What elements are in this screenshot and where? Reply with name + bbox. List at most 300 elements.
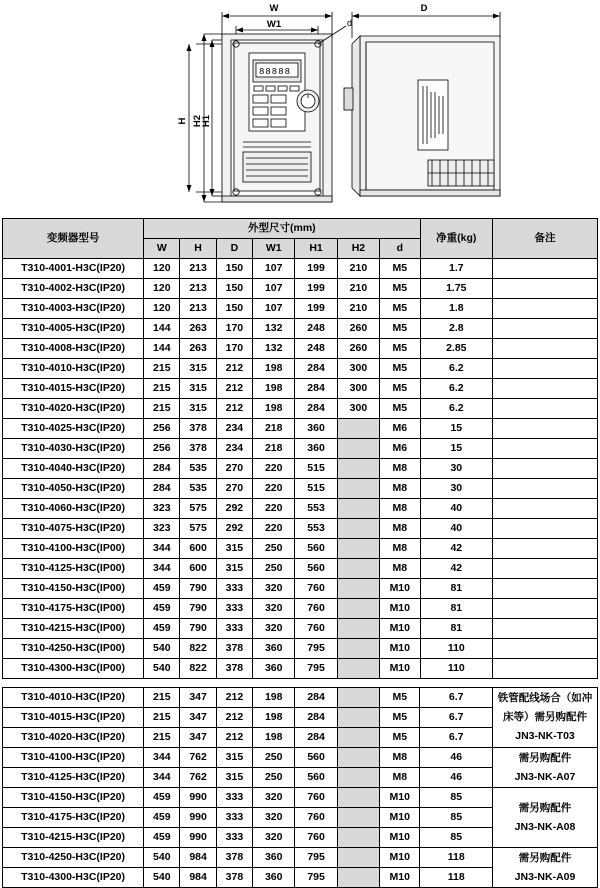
cell-h2 (337, 539, 379, 559)
cell-weight: 6.7 (420, 728, 493, 748)
cell-h: 378 (180, 439, 216, 459)
cell-h: 762 (180, 748, 216, 768)
cell-weight: 15 (420, 419, 493, 439)
cell-d: 212 (216, 728, 252, 748)
cell-screw: M8 (380, 768, 420, 788)
cell-model: T310-4175-H3C(IP20) (3, 808, 144, 828)
table-row (3, 299, 598, 319)
cell-h2 (337, 828, 379, 848)
cell-w1: 250 (253, 768, 295, 788)
cell-w: 540 (144, 868, 180, 888)
cell-w: 344 (144, 559, 180, 579)
cell-w1: 132 (253, 319, 295, 339)
table-row (3, 748, 598, 768)
cell-w1: 198 (253, 688, 295, 708)
cell-model: T310-4250-H3C(IP20) (3, 848, 144, 868)
dimension-diagram (0, 0, 600, 218)
cell-h: 535 (180, 479, 216, 499)
table-row (3, 659, 598, 679)
cell-remark-group: 需另购配件 JN3-NK-A08 (493, 788, 598, 848)
cell-w: 459 (144, 599, 180, 619)
cell-w: 256 (144, 419, 180, 439)
cell-model: T310-4100-H3C(IP20) (3, 748, 144, 768)
cell-w: 459 (144, 579, 180, 599)
cell-h1: 284 (295, 379, 337, 399)
cell-d: 170 (216, 319, 252, 339)
cell-h2 (337, 499, 379, 519)
cell-remark (493, 359, 598, 379)
cell-weight: 81 (420, 579, 493, 599)
cell-w1: 218 (253, 419, 295, 439)
cell-h: 822 (180, 659, 216, 679)
cell-screw: M10 (380, 848, 420, 868)
cell-w: 540 (144, 659, 180, 679)
cell-h: 984 (180, 868, 216, 888)
cell-h: 990 (180, 808, 216, 828)
cell-model: T310-4150-H3C(IP00) (3, 579, 144, 599)
cell-model: T310-4025-H3C(IP20) (3, 419, 144, 439)
table-row (3, 499, 598, 519)
cell-h1: 360 (295, 439, 337, 459)
cell-h1: 199 (295, 279, 337, 299)
cell-screw: M8 (380, 748, 420, 768)
cell-screw: M5 (380, 399, 420, 419)
cell-remark (493, 299, 598, 319)
cell-w1: 198 (253, 359, 295, 379)
cell-model: T310-4125-H3C(IP20) (3, 768, 144, 788)
cell-h2: 260 (337, 319, 379, 339)
label-w1: W1 (266, 19, 282, 30)
cell-remark-group: 需另购配件 JN3-NK-A07 (493, 748, 598, 788)
cell-h1: 553 (295, 499, 337, 519)
cell-screw: M10 (380, 788, 420, 808)
cell-d: 315 (216, 768, 252, 788)
table-row (3, 339, 598, 359)
cell-remark (493, 659, 598, 679)
cell-h: 347 (180, 728, 216, 748)
cell-w: 459 (144, 828, 180, 848)
cell-d: 315 (216, 539, 252, 559)
cell-h: 378 (180, 419, 216, 439)
cell-weight: 30 (420, 479, 493, 499)
cell-weight: 6.7 (420, 688, 493, 708)
cell-h: 535 (180, 459, 216, 479)
cell-weight: 6.2 (420, 399, 493, 419)
cell-h1: 360 (295, 419, 337, 439)
cell-w1: 320 (253, 619, 295, 639)
table-row (3, 688, 598, 708)
cell-h2 (337, 728, 379, 748)
cell-h2 (337, 808, 379, 828)
label-d: d (347, 18, 353, 28)
cell-h1: 515 (295, 479, 337, 499)
cell-w: 120 (144, 299, 180, 319)
table-row (3, 619, 598, 639)
cell-h2 (337, 708, 379, 728)
cell-d: 378 (216, 848, 252, 868)
svg-text:88888: 88888 (259, 67, 292, 77)
cell-d: 333 (216, 828, 252, 848)
cell-w: 540 (144, 848, 180, 868)
cell-screw: M8 (380, 499, 420, 519)
cell-d: 212 (216, 708, 252, 728)
cell-remark (493, 499, 598, 519)
cell-remark (493, 519, 598, 539)
cell-w: 144 (144, 319, 180, 339)
cell-w: 284 (144, 459, 180, 479)
cell-d: 315 (216, 559, 252, 579)
table-row (3, 788, 598, 808)
cell-h: 347 (180, 708, 216, 728)
label-h: H (177, 117, 188, 125)
cell-remark (493, 419, 598, 439)
cell-h1: 795 (295, 659, 337, 679)
table-row (3, 539, 598, 559)
cell-w: 344 (144, 748, 180, 768)
cell-weight: 85 (420, 828, 493, 848)
cell-model: T310-4020-H3C(IP20) (3, 728, 144, 748)
cell-h2 (337, 579, 379, 599)
table-row (3, 579, 598, 599)
cell-w1: 107 (253, 299, 295, 319)
cell-model: T310-4300-H3C(IP20) (3, 868, 144, 888)
cell-d: 212 (216, 399, 252, 419)
header-remark: 备注 (493, 219, 598, 259)
cell-model: T310-4003-H3C(IP20) (3, 299, 144, 319)
spec-table (2, 218, 598, 679)
cell-w1: 198 (253, 399, 295, 419)
cell-weight: 1.7 (420, 259, 493, 279)
table-row (3, 399, 598, 419)
cell-h1: 560 (295, 539, 337, 559)
cell-screw: M5 (380, 728, 420, 748)
cell-remark (493, 279, 598, 299)
cell-screw: M10 (380, 579, 420, 599)
cell-d: 150 (216, 259, 252, 279)
cell-weight: 40 (420, 499, 493, 519)
cell-h2: 300 (337, 379, 379, 399)
cell-model: T310-4010-H3C(IP20) (3, 359, 144, 379)
cell-h2: 300 (337, 399, 379, 419)
header-col-h1: H1 (295, 239, 337, 259)
cell-h1: 284 (295, 688, 337, 708)
cell-model: T310-4015-H3C(IP20) (3, 708, 144, 728)
header-col-h: H (180, 239, 216, 259)
cell-screw: M10 (380, 619, 420, 639)
cell-h1: 560 (295, 748, 337, 768)
cell-screw: M5 (380, 379, 420, 399)
cell-d: 170 (216, 339, 252, 359)
cell-d: 270 (216, 459, 252, 479)
cell-h1: 795 (295, 868, 337, 888)
cell-d: 292 (216, 499, 252, 519)
cell-h1: 560 (295, 559, 337, 579)
table-row (3, 319, 598, 339)
cell-h2 (337, 788, 379, 808)
cell-h: 762 (180, 768, 216, 788)
cell-screw: M10 (380, 639, 420, 659)
cell-h2 (337, 519, 379, 539)
cell-w: 459 (144, 808, 180, 828)
cell-screw: M10 (380, 868, 420, 888)
cell-w1: 220 (253, 499, 295, 519)
cell-h1: 795 (295, 639, 337, 659)
cell-h1: 515 (295, 459, 337, 479)
cell-h: 315 (180, 359, 216, 379)
table-row (3, 459, 598, 479)
table-row (3, 259, 598, 279)
cell-screw: M5 (380, 259, 420, 279)
cell-h2 (337, 659, 379, 679)
cell-remark (493, 339, 598, 359)
cell-w: 284 (144, 479, 180, 499)
cell-w: 323 (144, 499, 180, 519)
cell-w1: 250 (253, 539, 295, 559)
header-dimensions: 外型尺寸(mm) (144, 219, 420, 239)
cell-d: 212 (216, 359, 252, 379)
cell-h: 600 (180, 539, 216, 559)
cell-h1: 284 (295, 708, 337, 728)
cell-h: 790 (180, 579, 216, 599)
cell-h: 990 (180, 788, 216, 808)
table-row (3, 359, 598, 379)
cell-h1: 795 (295, 848, 337, 868)
table-row (3, 559, 598, 579)
cell-w: 344 (144, 539, 180, 559)
cell-h1: 199 (295, 259, 337, 279)
cell-weight: 1.8 (420, 299, 493, 319)
cell-w1: 360 (253, 639, 295, 659)
cell-weight: 42 (420, 539, 493, 559)
cell-d: 212 (216, 379, 252, 399)
header-col-h2: H2 (337, 239, 379, 259)
cell-h: 213 (180, 259, 216, 279)
cell-weight: 40 (420, 519, 493, 539)
cell-weight: 6.7 (420, 708, 493, 728)
cell-screw: M5 (380, 279, 420, 299)
cell-weight: 110 (420, 639, 493, 659)
spec-table-optional (2, 687, 598, 888)
cell-w: 323 (144, 519, 180, 539)
table-header-row-1 (3, 219, 598, 239)
cell-w1: 320 (253, 788, 295, 808)
cell-h: 575 (180, 499, 216, 519)
cell-d: 270 (216, 479, 252, 499)
cell-screw: M5 (380, 299, 420, 319)
cell-screw: M5 (380, 688, 420, 708)
cell-remark (493, 379, 598, 399)
cell-screw: M8 (380, 459, 420, 479)
cell-weight: 81 (420, 599, 493, 619)
cell-h2 (337, 768, 379, 788)
cell-d: 378 (216, 659, 252, 679)
cell-screw: M8 (380, 559, 420, 579)
cell-w: 144 (144, 339, 180, 359)
cell-screw: M5 (380, 319, 420, 339)
cell-screw: M8 (380, 479, 420, 499)
cell-screw: M10 (380, 828, 420, 848)
cell-model: T310-4075-H3C(IP20) (3, 519, 144, 539)
cell-model: T310-4150-H3C(IP20) (3, 788, 144, 808)
cell-d: 315 (216, 748, 252, 768)
cell-screw: M8 (380, 539, 420, 559)
cell-h1: 760 (295, 599, 337, 619)
cell-w1: 360 (253, 868, 295, 888)
cell-remark (493, 559, 598, 579)
cell-w1: 107 (253, 279, 295, 299)
cell-h2 (337, 459, 379, 479)
label-d-depth: D (420, 3, 428, 14)
cell-w1: 220 (253, 459, 295, 479)
cell-screw: M6 (380, 439, 420, 459)
cell-h: 315 (180, 379, 216, 399)
cell-model: T310-4250-H3C(IP00) (3, 639, 144, 659)
cell-w: 459 (144, 788, 180, 808)
cell-screw: M10 (380, 659, 420, 679)
cell-model: T310-4040-H3C(IP20) (3, 459, 144, 479)
cell-w: 256 (144, 439, 180, 459)
cell-w: 215 (144, 708, 180, 728)
cell-h2 (337, 559, 379, 579)
cell-remark (493, 579, 598, 599)
cell-remark (493, 259, 598, 279)
cell-h: 990 (180, 828, 216, 848)
table-row (3, 848, 598, 868)
cell-model: T310-4015-H3C(IP20) (3, 379, 144, 399)
cell-h1: 760 (295, 808, 337, 828)
cell-screw: M10 (380, 599, 420, 619)
cell-model: T310-4215-H3C(IP20) (3, 828, 144, 848)
cell-h: 790 (180, 619, 216, 639)
cell-w1: 198 (253, 708, 295, 728)
cell-h1: 248 (295, 319, 337, 339)
cell-weight: 85 (420, 808, 493, 828)
cell-h2 (337, 868, 379, 888)
cell-model: T310-4300-H3C(IP00) (3, 659, 144, 679)
cell-w1: 198 (253, 728, 295, 748)
cell-h2 (337, 619, 379, 639)
cell-w1: 198 (253, 379, 295, 399)
table-row (3, 639, 598, 659)
table-row (3, 479, 598, 499)
cell-w1: 132 (253, 339, 295, 359)
cell-w: 215 (144, 359, 180, 379)
cell-d: 292 (216, 519, 252, 539)
cell-h2: 210 (337, 279, 379, 299)
cell-d: 378 (216, 868, 252, 888)
cell-weight: 6.2 (420, 359, 493, 379)
cell-h: 315 (180, 399, 216, 419)
header-model: 变频器型号 (3, 219, 144, 259)
cell-w: 120 (144, 279, 180, 299)
label-h2: H2 (192, 114, 203, 128)
table-row (3, 279, 598, 299)
cell-h2 (337, 748, 379, 768)
cell-weight: 42 (420, 559, 493, 579)
cell-d: 150 (216, 279, 252, 299)
cell-h1: 284 (295, 399, 337, 419)
cell-h1: 284 (295, 728, 337, 748)
header-weight: 净重(kg) (420, 219, 493, 259)
cell-h1: 760 (295, 579, 337, 599)
cell-remark (493, 439, 598, 459)
cell-w: 215 (144, 399, 180, 419)
table-row (3, 599, 598, 619)
cell-remark-group: 需另购配件 JN3-NK-A09 (493, 848, 598, 888)
cell-model: T310-4002-H3C(IP20) (3, 279, 144, 299)
cell-h1: 553 (295, 519, 337, 539)
cell-weight: 46 (420, 748, 493, 768)
cell-weight: 118 (420, 848, 493, 868)
cell-h2: 210 (337, 259, 379, 279)
cell-screw: M5 (380, 359, 420, 379)
cell-h2 (337, 688, 379, 708)
cell-h2 (337, 439, 379, 459)
cell-w: 215 (144, 688, 180, 708)
cell-remark (493, 459, 598, 479)
label-w: W (269, 3, 279, 14)
cell-h2: 210 (337, 299, 379, 319)
cell-h: 213 (180, 299, 216, 319)
cell-w1: 360 (253, 848, 295, 868)
cell-model: T310-4100-H3C(IP00) (3, 539, 144, 559)
cell-remark (493, 619, 598, 639)
cell-d: 150 (216, 299, 252, 319)
cell-h2 (337, 639, 379, 659)
cell-d: 234 (216, 439, 252, 459)
cell-remark (493, 539, 598, 559)
table-row (3, 379, 598, 399)
cell-w1: 218 (253, 439, 295, 459)
cell-d: 333 (216, 808, 252, 828)
cell-h: 575 (180, 519, 216, 539)
cell-w1: 250 (253, 559, 295, 579)
cell-w1: 107 (253, 259, 295, 279)
cell-w1: 320 (253, 579, 295, 599)
cell-w1: 220 (253, 479, 295, 499)
cell-model: T310-4008-H3C(IP20) (3, 339, 144, 359)
cell-w1: 320 (253, 599, 295, 619)
cell-w: 215 (144, 379, 180, 399)
table-row (3, 439, 598, 459)
cell-weight: 81 (420, 619, 493, 639)
cell-weight: 2.85 (420, 339, 493, 359)
cell-remark-group: 铁管配线场合（如冲床等）需另购配件 JN3-NK-T03 (493, 688, 598, 748)
cell-w1: 220 (253, 519, 295, 539)
cell-h2 (337, 599, 379, 619)
header-col-d: D (216, 239, 252, 259)
cell-h: 347 (180, 688, 216, 708)
cell-w: 540 (144, 639, 180, 659)
cell-w: 120 (144, 259, 180, 279)
cell-d: 333 (216, 579, 252, 599)
cell-h1: 760 (295, 828, 337, 848)
cell-h: 600 (180, 559, 216, 579)
cell-d: 234 (216, 419, 252, 439)
cell-h1: 760 (295, 619, 337, 639)
table-row (3, 519, 598, 539)
cell-d: 378 (216, 639, 252, 659)
cell-screw: M6 (380, 419, 420, 439)
cell-h: 263 (180, 339, 216, 359)
cell-model: T310-4060-H3C(IP20) (3, 499, 144, 519)
label-h1: H1 (201, 114, 212, 128)
cell-remark (493, 639, 598, 659)
cell-screw: M10 (380, 808, 420, 828)
cell-remark (493, 479, 598, 499)
cell-model: T310-4030-H3C(IP20) (3, 439, 144, 459)
cell-h1: 760 (295, 788, 337, 808)
